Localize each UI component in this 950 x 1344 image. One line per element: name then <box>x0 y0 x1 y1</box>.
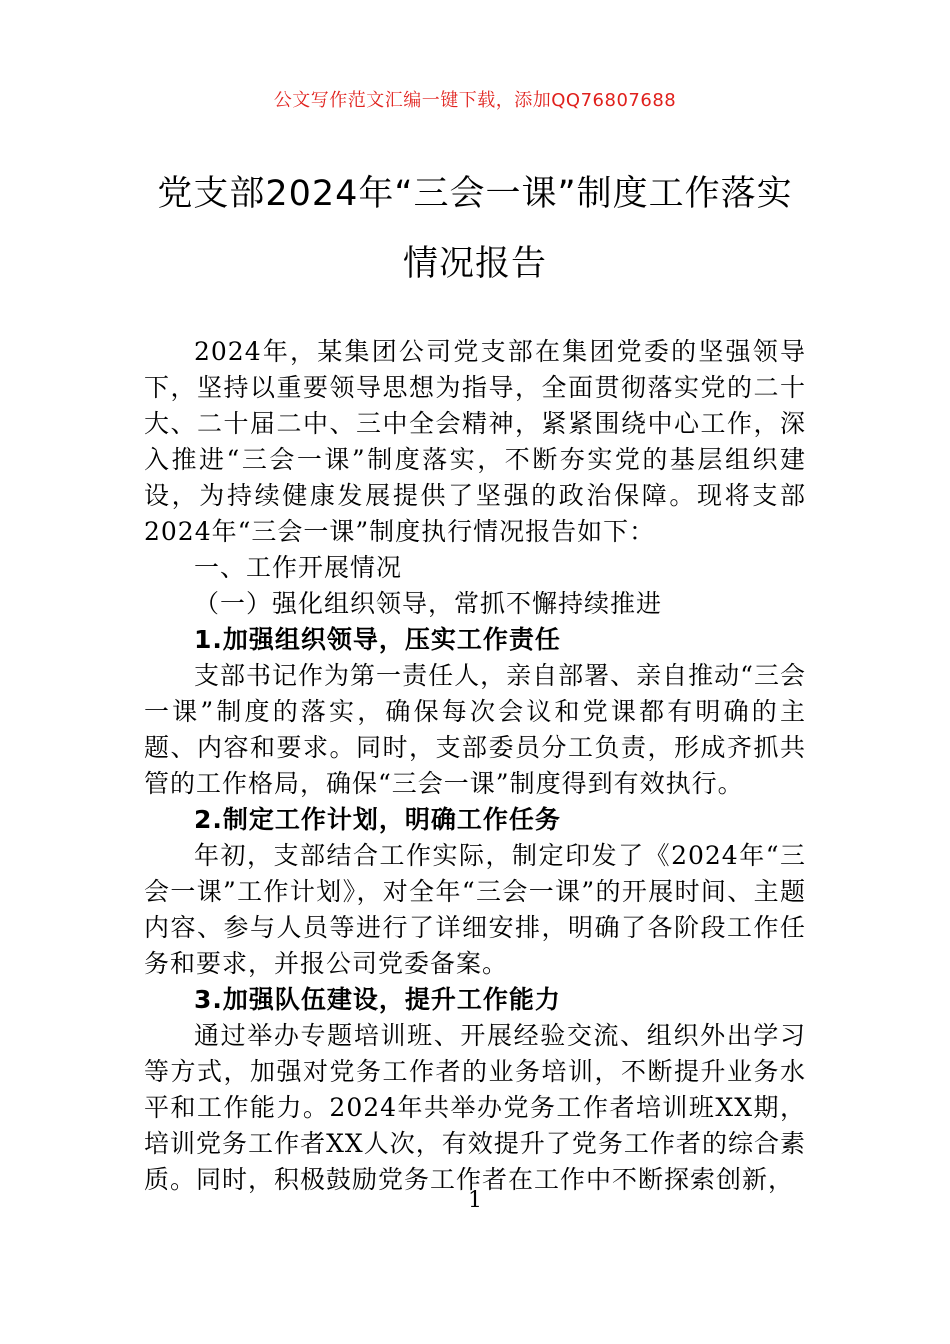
intro-paragraph: 2024年，某集团公司党支部在集团党委的坚强领导下，坚持以重要领导思想为指导，全面贯彻落实党的二十大、二十届二中、三中全会精神，紧紧围绕中心工作，深入推进“三会一课”制度落实，不断夯实党的基层组织建设，为持续健康发展提供了坚强的政治保障。现将支部2024年“三会一课”制度执行情况报告如下： <box>144 337 806 546</box>
document-title: 党支部2024年“三会一课”制度工作落实 <box>157 174 793 214</box>
subsection-heading: （一）强化组织领导，常抓不懈持续推进 <box>194 589 663 618</box>
promo-header[interactable]: 公文写作范文汇编一键下载，添加QQ76807688 <box>273 90 677 111</box>
body-paragraph: 通过举办专题培训班、开展经验交流、组织外出学习等方式，加强对党务工作者的业务培训，不断提升业务水平和工作能力。2024年共举办党务工作者培训班XX期，培训党务工作者XX人次，有效提升了党务工作者的综合素质。同时，积极鼓励党务工作者在工作中不断探索创新， <box>144 1021 806 1194</box>
item-heading: 3.加强队伍建设，提升工作能力 <box>194 985 561 1014</box>
section-heading: 一、工作开展情况 <box>194 553 403 582</box>
page-number: 1 <box>468 1188 482 1213</box>
body-paragraph: 年初，支部结合工作实际，制定印发了《2024年“三会一课”工作计划》，对全年“三会一课”的开展时间、主题内容、参与人员等进行了详细安排，明确了各阶段工作任务和要求，并报公司党委备案。 <box>144 841 806 978</box>
document-title-line2: 情况报告 <box>402 244 547 284</box>
document-body <box>144 334 806 1198</box>
body-paragraph: 支部书记作为第一责任人，亲自部署、亲自推动“三会一课”制度的落实，确保每次会议和党课都有明确的主题、内容和要求。同时，支部委员分工负责，形成齐抓共管的工作格局，确保“三会一课”制度得到有效执行。 <box>144 661 806 798</box>
item-heading: 2.制定工作计划，明确工作任务 <box>194 805 561 834</box>
item-heading: 1.加强组织领导，压实工作责任 <box>194 625 561 654</box>
